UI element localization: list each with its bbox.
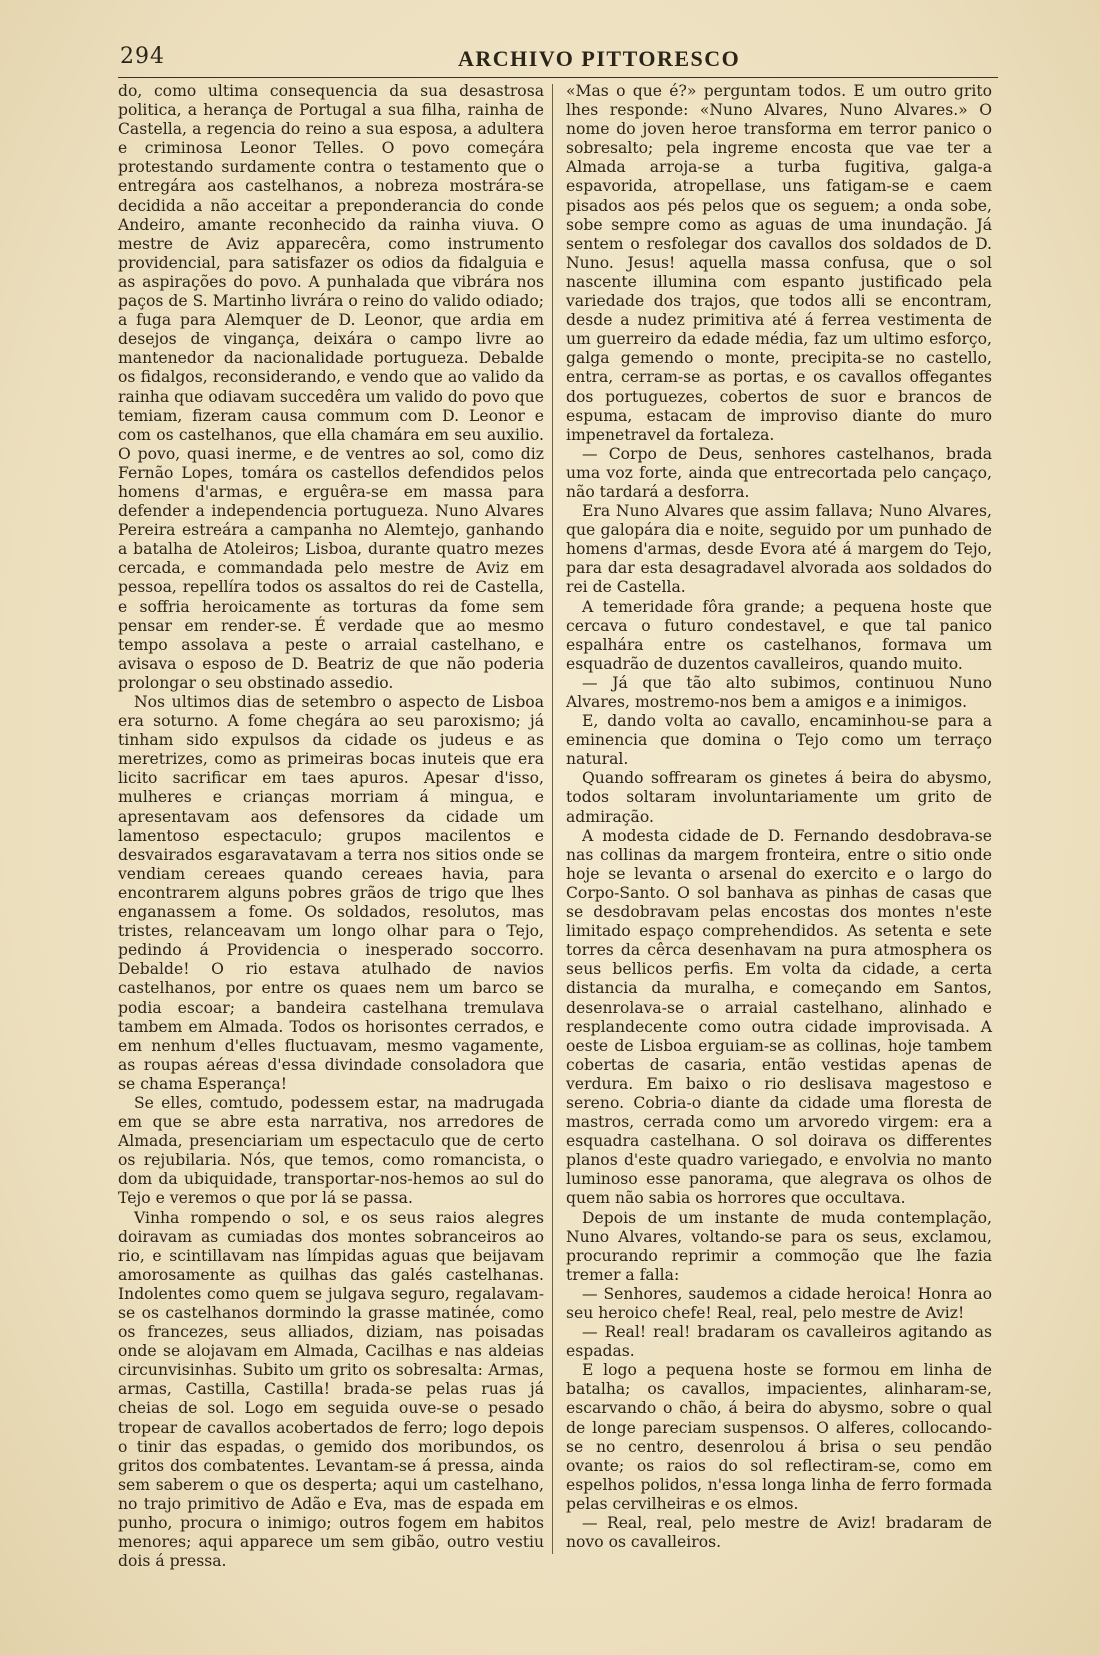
left-column	[118, 82, 544, 1571]
paragraph: E, dando volta ao cavallo, encaminhou-se para a eminencia que domina o Tejo como um terraço natural.	[566, 712, 992, 769]
paragraph: Era Nuno Alvares que assim fallava; Nuno Alvares, que galopára dia e noite, seguido por um punhado de homens d'armas, desde Evora até á margem do Tejo, para dar esta desagradavel alvorada aos soldados do rei de Castella.	[566, 502, 992, 597]
paragraph: — Senhores, saudemos a cidade heroica! Honra ao seu heroico chefe! Real, real, pelo mestre de Aviz!	[566, 1284, 992, 1322]
paragraph: A modesta cidade de D. Fernando desdobrava-se nas collinas da margem fronteira, entre o sitio onde hoje se levanta o arsenal do exercito e o largo do Corpo-Santo. O sol banhava as pinhas de casas que se desdobravam pelas encostas dos montes n'este limitado espaço comprehendidos. As setenta e sete torres da cêrca desenhavam na pura atmosphera os seus bellicos perfis. Em volta da cidade, a certa distancia da muralha, e começando em Santos, desenrolava-se o arraial castelhano, alinhado e resplandecente como outra cidade improvisada. A oeste de Lisboa erguiam-se as collinas, hoje tambem cobertas de casaria, então vestidas apenas de verdura. Em baixo o rio deslisava magestoso e sereno. Cobria-o diante da cidade uma floresta de mastros, cerrada como um arvoredo virgem: era a esquadra castelhana. O sol doirava os differentes planos d'este quadro variegado, e envolvia no manto luminoso esse panorama, que alegrava os olhos de quem não sabia os horrores que occultava.	[566, 826, 992, 1208]
paragraph: Depois de um instante de muda contemplação, Nuno Alvares, voltando-se para os seus, exclamou, procurando reprimir a commoção que lhe fazia tremer a falla:	[566, 1208, 992, 1284]
right-column	[566, 82, 992, 1552]
paragraph: Se elles, comtudo, podessem estar, na madrugada em que se abre esta narrativa, nos arredores de Almada, presenciariam um espectaculo que de certo os rejubilaria. Nós, que temos, como romancista, o dom da ubiquidade, transportar-nos-hemos ao sul do Tejo e veremos o que por lá se passa.	[118, 1093, 544, 1208]
paragraph: — Real! real! bradaram os cavalleiros agitando as espadas.	[566, 1323, 992, 1361]
paragraph: do, como ultima consequencia da sua desastrosa politica, a herança de Portugal a sua filha, rainha de Castella, a regencia do reino a sua esposa, a adultera e criminosa Leonor Telles. O povo começára protestando surdamente contra o testamento que o entregára aos castelhanos, a nobreza mostrára-se decidida a não acceitar a preponderancia do conde Andeiro, amante reconhecido da rainha viuva. O mestre de Aviz apparecêra, como instrumento providencial, para satisfazer os odios da fidalguia e as aspirações do povo. A punhalada que vibrára nos paços de S. Martinho livrára o reino do valido odiado; a fuga para Alemquer de D. Leonor, que ardia em desejos de vingança, deixára o campo livre ao mantenedor da nacionalidade portugueza. Debalde os fidalgos, reconsiderando, e vendo que ao valido da rainha que odiavam succedêra um valido do povo que temiam, fizeram causa commum com D. Leonor e com os castelhanos, que ella chamára em seu auxilio. O povo, quasi inerme, e de ventres ao sol, como diz Fernão Lopes, tomára os castellos defendidos pelos homens d'armas, e erguêra-se em massa para defender a independencia portugueza. Nuno Alvares Pereira estreára a campanha no Alemtejo, ganhando a batalha de Atoleiros; Lisboa, durante quatro mezes cercada, e commandada pelo mestre de Aviz em pessoa, repellíra todos os assaltos do rei de Castella, e soffria heroicamente as torturas da fome sem pensar em render-se. É verdade que ao mesmo tempo assolava a peste o arraial castelhano, e avisava o esposo de D. Beatriz de que não poderia prolongar o seu obstinado assedio.	[118, 82, 544, 692]
paragraph: — Corpo de Deus, senhores castelhanos, brada uma voz forte, ainda que entrecortada pelo cançaço, não tardará a desforra.	[566, 444, 992, 501]
paragraph: — Real, real, pelo mestre de Aviz! bradaram de novo os cavalleiros.	[566, 1514, 992, 1552]
running-title: ARCHIVO PITTORESCO	[458, 46, 741, 71]
paragraph: E logo a pequena hoste se formou em linha de batalha; os cavallos, impacientes, alinharam-se, escarvando o chão, á beira do abysmo, sobre o qual de longe pareciam suspensos. O alferes, collocando-se no centro, desenrolou á brisa o seu pendão ovante; os raios do sol reflectiram-se, como em espelhos polidos, n'essa longa linha de ferro formada pelas cervilheiras e os elmos.	[566, 1361, 992, 1513]
header-rule	[118, 77, 998, 78]
paragraph: Vinha rompendo o sol, e os seus raios alegres doiravam as cumiadas dos montes sobranceiros ao rio, e scintillavam nas límpidas aguas que beijavam amorosamente as quilhas das galés castelhanas. Indolentes como quem se julgava seguro, regalavam-se os castelhanos dormindo la grasse matinée, como os francezes, seus alliados, diziam, nas poisadas onde se alojavam em Almada, Cacilhas e nas aldeias circunvisinhas. Subito um grito os sobresalta: Armas, armas, Castilla, Castilla! brada-se pelas ruas já cheias de sol. Logo em seguida ouve-se o pesado tropear de cavallos acobertados de ferro; logo depois o tinir das espadas, o gemido dos moribundos, os gritos dos combatentes. Levantam-se á pressa, ainda sem saberem o que os desperta; aqui um castelhano, no trajo primitivo de Adão e Eva, mas de espada em punho, procura o inimigo; outros fogem em habitos menores; aqui apparece um sem gibão, outro vestiu dois á pressa.	[118, 1208, 544, 1571]
page-header	[118, 40, 998, 74]
column-divider	[552, 84, 553, 1554]
page-number: 294	[120, 44, 165, 69]
paragraph: Nos ultimos dias de setembro o aspecto de Lisboa era soturno. A fome chegára ao seu paroxismo; já tinham sido expulsos da cidade os judeus e as meretrizes, como as primeiras bocas inuteis que era licito sacrificar em taes apuros. Apesar d'isso, mulheres e crianças morriam á mingua, e apresentavam aos defensores da cidade um lamentoso espectaculo; grupos macilentos e desvairados esgaravatavam a terra nos sitios onde se vendiam cereaes quando cereaes havia, para encontrarem alguns pobres grãos de trigo que lhes enganassem a fome. Os soldados, resolutos, mas tristes, relanceavam um longo olhar para o Tejo, pedindo á Providencia o inesperado soccorro. Debalde! O rio estava atulhado de navios castelhanos, por entre os quaes nem um barco se podia escoar; a bandeira castelhana tremulava tambem em Almada. Todos os horisontes cerrados, e em nenhum d'elles fluctuavam, mesmo vagamente, as roupas aéreas d'essa divindade consoladora que se chama Esperança!	[118, 693, 544, 1093]
paragraph: Quando soffrearam os ginetes á beira do abysmo, todos soltaram involuntariamente um grito de admiração.	[566, 769, 992, 826]
paragraph: — Já que tão alto subimos, continuou Nuno Alvares, mostremo-nos bem a amigos e a inimigos.	[566, 673, 992, 711]
paragraph: A temeridade fôra grande; a pequena hoste que cercava o futuro condestavel, e que tal panico espalhára entre os castelhanos, formava um esquadrão de duzentos cavalleiros, quando muito.	[566, 597, 992, 673]
paragraph: «Mas o que é?» perguntam todos. E um outro grito lhes responde: «Nuno Alvares, Nuno Alvares.» O nome do joven heroe transforma em terror panico o sobresalto; pela ingreme encosta que vae ter a Almada arroja-se a turba fugitiva, galga-a espavorida, atropellase, uns fatigam-se e caem pisados aos pés pelos que os seguem; a onda sobe, sobe sempre como as aguas de uma inundação. Já sentem o resfolegar dos cavallos dos soldados de D. Nuno. Jesus! aquella massa confusa, que o sol nascente illumina com espanto justificado pela variedade dos trajos, que todos alli se encontram, desde a nudez primitiva até á ferrea vestimenta de um guerreiro da edade média, faz um ultimo esforço, galga gemendo o monte, precipita-se no castello, entra, cerram-se as portas, e os cavallos offegantes dos portuguezes, cobertos de suor e brancos de espuma, estacam de improviso diante do muro impenetravel da fortaleza.	[566, 82, 992, 444]
